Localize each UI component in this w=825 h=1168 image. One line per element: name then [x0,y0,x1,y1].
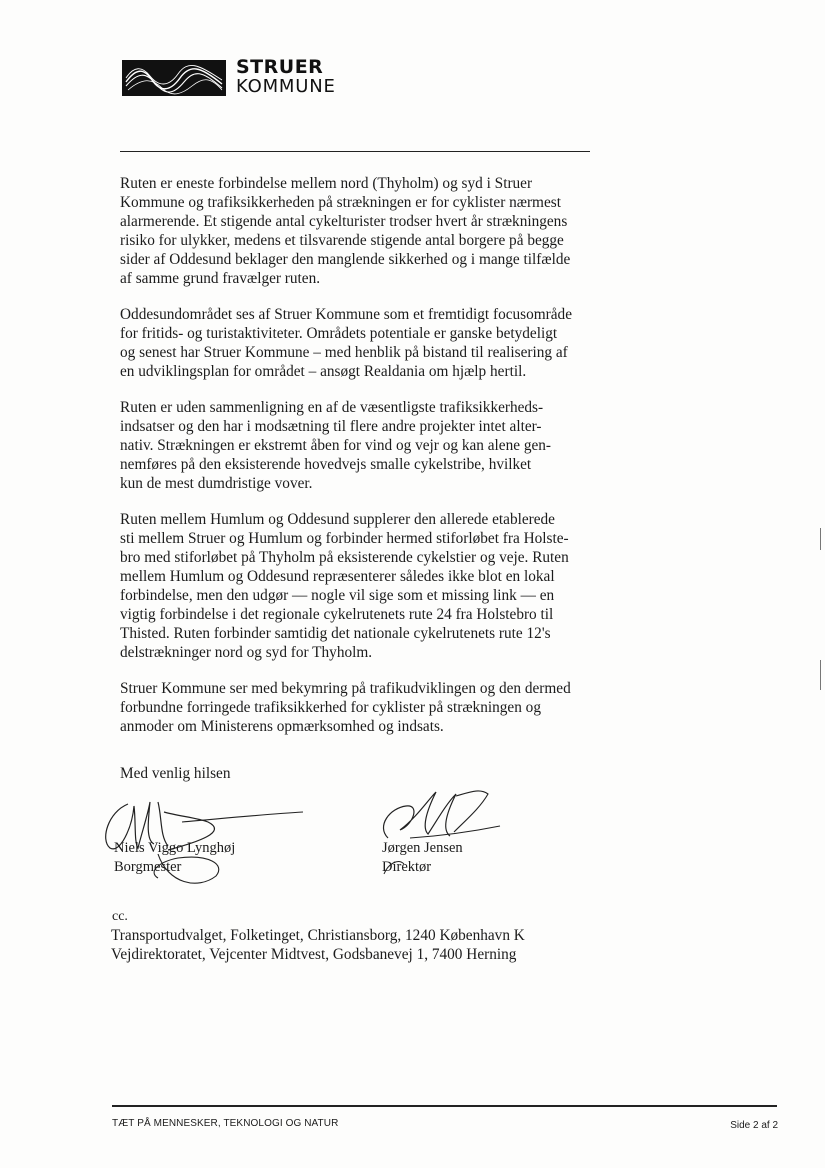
header-divider [120,151,590,152]
cc-recipient: Transportudvalget, Folketinget, Christiansborg, 1240 København K [111,927,525,944]
body-line: Oddesundområdet ses af Struer Kommune som et fremtidigt focusområde [120,306,572,323]
body-line: vigtig forbindelse i det regionale cykelrutenets rute 24 fra Holstebro til [120,606,554,623]
footer-divider [112,1105,777,1107]
cc-label: cc. [112,909,128,924]
body-line: af samme grund fravælger ruten. [120,270,321,287]
body-line: og senest har Struer Kommune – med henblik på bistand til realisering af [120,344,568,361]
cc-recipient: Vejdirektoratet, Vejcenter Midtvest, Godsbanevej 1, 7400 Herning [111,946,517,963]
signatory-1-name: Niels Viggo Lynghøj [114,840,236,856]
signatory-1 [114,839,235,877]
body-line: anmoder om Ministerens opmærksomhed og indsats. [120,718,444,735]
body-line: Kommune og trafiksikkerheden på strækningen er for cyklister nærmest [120,194,561,211]
body-line: nativ. Strækningen er ekstremt åben for vind og vejr og kan alene gen- [120,437,552,454]
body-line: Ruten er uden sammenligning en af de væsentligste trafiksikkerheds- [120,399,544,416]
body-line: Thisted. Ruten forbinder samtidig det nationale cykelrutenets rute 12's [120,625,551,642]
closing-salutation: Med venlig hilsen [120,765,231,782]
logo-subtitle: KOMMUNE [236,76,336,97]
body-paragraph [120,398,600,493]
body-line: nemføres på den eksisterende hovedvejs smalle cykelstribe, hvilket [120,456,532,473]
scan-edge-mark [820,660,821,690]
body-paragraph [120,679,600,736]
letter-body [120,174,600,753]
body-paragraph [120,510,600,662]
body-line: Ruten mellem Humlum og Oddesund supplerer den allerede etablerede [120,511,555,528]
body-line: bro med stiforløbet på Thyholm på eksisterende cykelstier og veje. Ruten [120,549,569,566]
body-line: mellem Humlum og Oddesund repræsenterer således ikke blot en lokal [120,568,555,585]
body-line: en udviklingsplan for området – ansøgt Realdania om hjælp hertil. [120,363,527,380]
page-number: Side 2 af 2 [730,1120,778,1131]
body-line: Struer Kommune ser med bekymring på trafikudviklingen og den dermed [120,680,571,697]
body-line: forbindelse, men den udgør — nogle vil sige som et missing link — en [120,587,555,604]
body-line: sider af Oddesund beklager den manglende sikkerhed og i mange tilfælde [120,251,571,268]
body-line: forbundne forringede trafiksikkerhed for cyklister på strækningen og [120,699,541,716]
logo-title: STRUER [236,56,324,78]
body-line: kun de mest dumdristige vover. [120,475,313,492]
body-line: for fritids- og turistaktiviteter. Områdets potentiale er ganske betydeligt [120,325,558,342]
signatory-2-name: Jørgen Jensen [382,840,463,856]
body-line: delstrækninger nord og syd for Thyholm. [120,644,373,661]
body-paragraph [120,305,600,381]
body-line: risiko for ulykker, medens et tilsvarende stigende antal borgere på begge [120,232,564,249]
body-paragraph [120,174,600,288]
signatory-1-title: Borgmester [114,859,182,875]
body-line: indsatser og den har i modsætning til flere andre projekter intet alter- [120,418,542,435]
footer-tagline: TÆT PÅ MENNESKER, TEKNOLOGI OG NATUR [112,1118,339,1129]
signatory-2-title: Direktør [382,859,432,875]
body-line: sti mellem Struer og Humlum og forbinder hermed stiforløbet fra Holste- [120,530,569,547]
wave-logo-icon [122,60,226,96]
signatory-2 [382,839,463,877]
cc-block [111,907,525,964]
scan-edge-mark [820,528,821,550]
body-line: Ruten er eneste forbindelse mellem nord (Thyholm) og syd i Struer [120,175,533,192]
body-line: alarmerende. Et stigende antal cykelturister trodser hvert år strækningens [120,213,568,230]
